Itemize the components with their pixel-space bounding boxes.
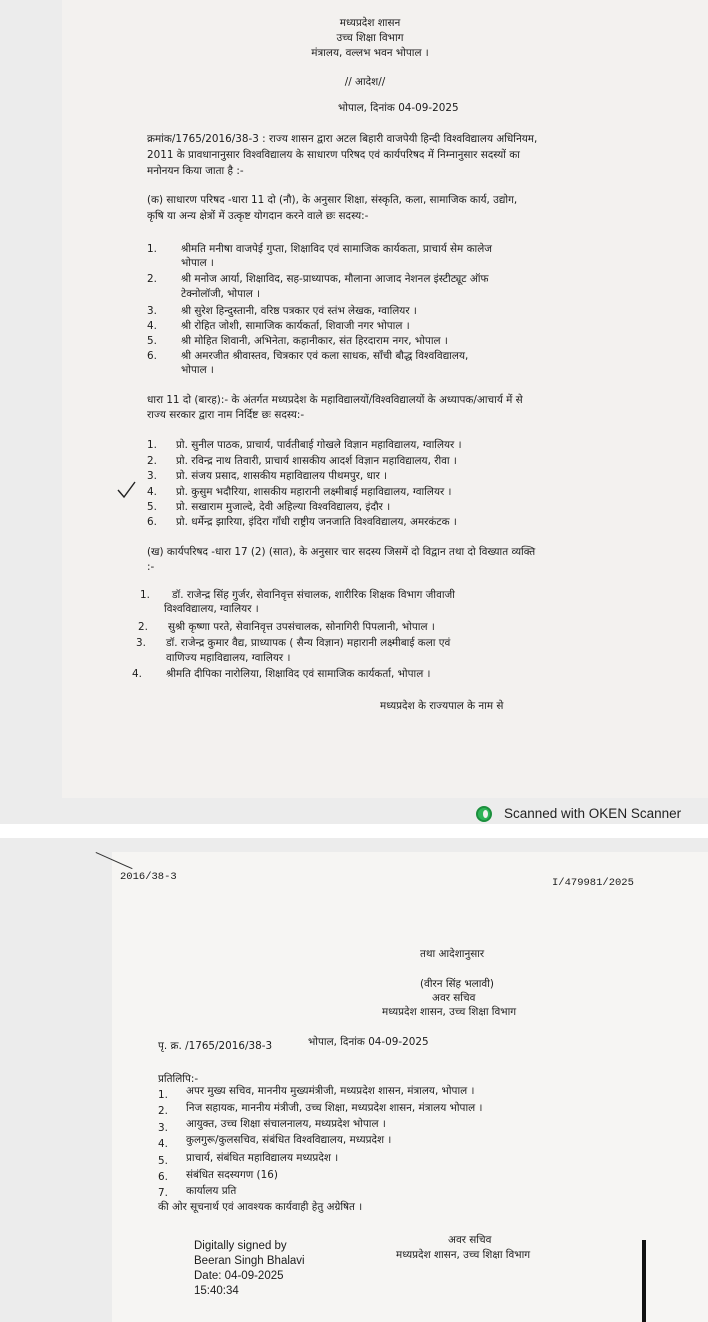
- list-b-num: 4.: [147, 486, 157, 498]
- copy-num: 6.: [158, 1171, 168, 1183]
- list-a-item: श्री अमरजीत श्रीवास्तव, चित्रकार एवं कला साधक, साँची बौद्ध विश्वविद्यालय,: [181, 350, 469, 362]
- list-c-item: डॉ. राजेन्द्र सिंह गुर्जर, सेवानिवृत्त संचालक, शारीरिक शिक्षक विभाग जीवाजी: [172, 589, 455, 601]
- list-a-item: श्री मनोज आर्या, शिक्षाविद, सह-प्राध्यापक, मौलाना आजाद नेशनल इंस्टीट्यूट ऑफ: [181, 273, 489, 285]
- copy-item: निज सहायक, माननीय मंत्रीजी, उच्च शिक्षा, मध्यप्रदेश शासन, मंत्रालय भोपाल ।: [186, 1102, 483, 1114]
- list-b-item: प्रो. धर्मेन्द्र झारिया, इंदिरा गाँधी राष्ट्रीय जनजाति विश्वविद्यालय, अमरकंटक ।: [176, 516, 457, 528]
- list-a-item: श्री सुरेश हिन्दुस्तानी, वरिष्ठ पत्रकार एवं स्तंभ लेखक, ग्वालियर ।: [181, 305, 417, 317]
- section-a-line-1: (क) साधारण परिषद -धारा 11 दो (नौ), के अनुसार शिक्षा, संस्कृति, कला, सामाजिक कार्य, उद्योग,: [147, 194, 518, 206]
- header-line-2: उच्च शिक्षा विभाग: [336, 32, 404, 44]
- scanner-watermark: Scanned with OKEN Scanner: [504, 806, 682, 821]
- list-b-num: 1.: [147, 439, 157, 451]
- list-c-item-cont: विश्वविद्यालय, ग्वालियर ।: [164, 603, 259, 615]
- endorsement-number: पृ. क्र. /1765/2016/38-3: [158, 1040, 273, 1052]
- list-b-num: 2.: [147, 455, 157, 467]
- section-b-line-1: धारा 11 दो (बारह):- के अंतर्गत मध्यप्रदेश के महाविद्यालयों/विश्वविद्यालयों के अध्यापक/आचार्य में से: [147, 394, 523, 406]
- copy-item: प्राचार्य, संबंधित महाविद्यालय मध्यप्रदेश ।: [186, 1152, 339, 1164]
- header-line-1: मध्यप्रदेश शासन: [339, 17, 401, 29]
- list-b-item: प्रो. कुसुम भदौरिया, शासकीय महारानी लक्ष्मीबाई महाविद्यालय, ग्वालियर ।: [176, 486, 452, 498]
- section-c-line-2: :-: [147, 561, 155, 573]
- list-b-item: प्रो. सखाराम मुजाल्दे, देवी अहिल्या विश्वविद्यालय, इंदौर ।: [176, 501, 391, 513]
- list-c-num: 1.: [140, 589, 150, 601]
- header-line-3: मंत्रालय, वल्लभ भवन भोपाल ।: [311, 47, 429, 59]
- copy-item: कार्यालय प्रति: [186, 1185, 237, 1197]
- section-a-line-2: कृषि या अन्य क्षेत्रों में उत्कृष्ट योगदान करने वाले छः सदस्य:-: [147, 210, 369, 222]
- intro-line-1: क्रमांक/1765/2016/38-3 : राज्य शासन द्वारा अटल बिहारी वाजपेयी हिन्दी विश्वविद्यालय अधिनियम,: [147, 133, 538, 145]
- list-b-item: प्रो. रविन्द्र नाथ तिवारी, प्राचार्य शासकीय आदर्श विज्ञान महाविद्यालय, रीवा ।: [176, 455, 457, 467]
- copy-item: संबंधित सदस्यगण (16): [186, 1169, 278, 1181]
- copy-num: 2.: [158, 1105, 168, 1117]
- section-b-line-2: राज्य सरकार द्वारा नाम निर्दिष्ट छः सदस्य:-: [147, 409, 305, 421]
- closing-line: की ओर सूचनार्थ एवं आवश्यक कार्यवाही हेतु अग्रेषित ।: [158, 1201, 363, 1213]
- list-b-item: प्रो. संजय प्रसाद, शासकीय महाविद्यालय पीथमपुर, धार ।: [176, 470, 388, 482]
- copy-num: 5.: [158, 1155, 168, 1167]
- copy-item: अपर मुख्य सचिव, माननीय मुख्यमंत्रीजी, मध्यप्रदेश शासन, मंत्रालय, भोपाल ।: [186, 1085, 475, 1097]
- list-a-num: 3.: [147, 305, 157, 317]
- list-b-num: 5.: [147, 501, 157, 513]
- copy-num: 4.: [158, 1138, 168, 1150]
- copy-title: प्रतिलिपि:-: [158, 1073, 199, 1085]
- governor-line: मध्यप्रदेश के राज्यपाल के नाम से: [380, 700, 504, 712]
- list-b-num: 3.: [147, 470, 157, 482]
- endorsement-date: भोपाल, दिनांक 04-09-2025: [308, 1036, 429, 1048]
- list-a-num: 6.: [147, 350, 157, 362]
- list-a-num: 4.: [147, 320, 157, 332]
- page-separator: [0, 824, 708, 838]
- list-c-num: 2.: [138, 621, 148, 633]
- intro-line-3: मनोनयन किया जाता है :-: [147, 165, 244, 177]
- file-ref-left: 2016/38-3: [120, 871, 177, 883]
- list-c-item-cont: वाणिज्य महाविद्यालय, ग्वालियर ।: [166, 652, 291, 664]
- copy-num: 1.: [158, 1089, 168, 1101]
- list-b-item: प्रो. सुनील पाठक, प्राचार्य, पार्वतीबाई गोखले विज्ञान महाविद्यालय, ग्वालियर ।: [176, 439, 462, 451]
- digital-sign-line-2: Beeran Singh Bhalavi: [194, 1255, 305, 1267]
- list-a-item-cont: भोपाल ।: [181, 364, 214, 376]
- list-a-num: 1.: [147, 243, 157, 255]
- signer-name: (वीरन सिंह भलावी): [420, 978, 494, 990]
- file-ref-right: I/479981/2025: [552, 877, 634, 889]
- copy-num: 7.: [158, 1187, 168, 1199]
- list-a-num: 2.: [147, 273, 157, 285]
- list-a-item: श्री मोहित शिवानी, अभिनेता, कहानीकार, संत हिरदाराम नगर, भोपाल ।: [181, 335, 448, 347]
- signer-department: मध्यप्रदेश शासन, उच्च शिक्षा विभाग: [382, 1006, 517, 1018]
- digital-sign-line-1: Digitally signed by: [194, 1240, 287, 1252]
- list-a-num: 5.: [147, 335, 157, 347]
- list-c-num: 4.: [132, 668, 142, 680]
- signer-designation: अवर सचिव: [432, 992, 476, 1004]
- signer2-designation: अवर सचिव: [448, 1234, 492, 1246]
- handwritten-tick-icon: [116, 480, 136, 500]
- signer2-department: मध्यप्रदेश शासन, उच्च शिक्षा विभाग: [396, 1249, 531, 1261]
- list-a-item-cont: भोपाल ।: [181, 257, 214, 269]
- copy-item: आयुक्त, उच्च शिक्षा संचालनालय, मध्यप्रदेश भोपाल ।: [186, 1118, 386, 1130]
- list-a-item-cont: टेक्नोलॉजी, भोपाल ।: [181, 288, 261, 300]
- list-c-item: सुश्री कृष्णा परते, सेवानिवृत्त उपसंचालक, सोनागिरी पिपलानी, भोपाल ।: [168, 621, 435, 633]
- list-c-item: श्रीमति दीपिका नारोलिया, शिक्षाविद एवं सामाजिक कार्यकर्ता, भोपाल ।: [166, 668, 431, 680]
- order-date: भोपाल, दिनांक 04-09-2025: [338, 102, 459, 114]
- order-heading: // आदेश//: [344, 76, 386, 88]
- oken-scanner-logo-icon: [476, 806, 492, 822]
- section-c-line-1: (ख) कार्यपरिषद -धारा 17 (2) (सात), के अनुसार चार सदस्य जिसमें दो विद्वान तथा दो विख्यात व्यक्ति: [147, 546, 536, 558]
- digital-sign-line-4: 15:40:34: [194, 1285, 239, 1297]
- list-b-num: 6.: [147, 516, 157, 528]
- list-a-item: श्री रोहित जोशी, सामाजिक कार्यकर्ता, शिवाजी नगर भोपाल ।: [181, 320, 410, 332]
- list-a-item: श्रीमति मनीषा वाजपेई गुप्ता, शिक्षाविद एवं सामाजिक कार्यकता, प्राचार्य सेम कालेज: [181, 243, 493, 255]
- scan-shadow-edge: [642, 1240, 646, 1322]
- digital-sign-line-3: Date: 04-09-2025: [194, 1270, 284, 1282]
- list-c-num: 3.: [136, 637, 146, 649]
- list-c-item: डॉ. राजेन्द्र कुमार वैद्य, प्राध्यापक ( सैन्य विज्ञान) महारानी लक्ष्मीबाई कला एवं: [166, 637, 451, 649]
- tatha-adeshanusar: तथा आदेशानुसार: [420, 948, 485, 960]
- copy-item: कुलगुरू/कुलसचिव, संबंधित विश्वविद्यालय, मध्यप्रदेश ।: [186, 1134, 392, 1146]
- copy-num: 3.: [158, 1122, 168, 1134]
- intro-line-2: 2011 के प्रावधानानुसार विश्वविद्यालय के साधारण परिषद एवं कार्यपरिषद में निम्नानुसार सदस्यों का: [147, 149, 520, 161]
